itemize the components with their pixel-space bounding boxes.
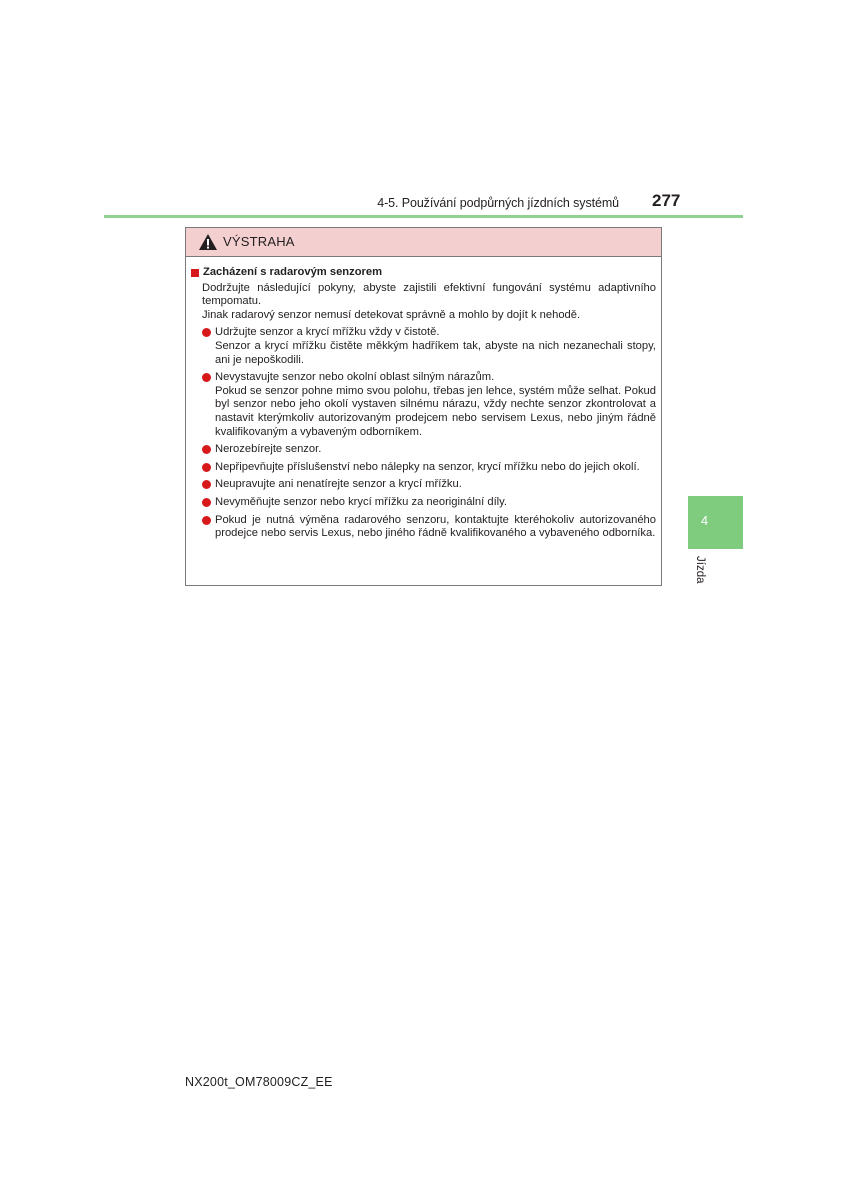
list-item	[190, 326, 656, 367]
page-number: 277	[652, 191, 681, 210]
bullet-main: Udržujte senzor a krycí mřížku vždy v čistotě.	[215, 326, 440, 339]
chapter-label-text: Jízda	[694, 556, 706, 584]
red-bullet-icon	[202, 480, 211, 489]
list-item	[190, 514, 656, 541]
red-square-icon	[191, 269, 199, 277]
warning-triangle-icon	[198, 233, 218, 251]
section-title: 4-5. Používání podpůrných jízdních systémů	[377, 196, 619, 210]
warning-body	[190, 266, 656, 545]
intro-paragraph-1: Dodržujte následující pokyny, abyste zajistili efektivní fungování systému adaptivního tempomatu.	[202, 281, 656, 308]
red-bullet-icon	[202, 328, 211, 337]
warning-bullet-list	[190, 326, 656, 540]
document-code: NX200t_OM78009CZ_EE	[185, 1075, 333, 1089]
bullet-main: Nerozebírejte senzor.	[215, 443, 322, 456]
list-item	[190, 496, 656, 510]
list-item	[190, 443, 656, 457]
intro-paragraph-2: Jinak radarový senzor nemusí detekovat správně a mohlo by dojít k nehodě.	[202, 308, 581, 321]
bullet-main: Pokud je nutná výměna radarového senzoru, kontaktujte kteréhokoliv autorizovaného prodejce nebo servis Lexus, nebo jiného řádně kvalifikovaného a vybaveného odborníka.	[215, 513, 656, 540]
page-header	[0, 188, 848, 218]
red-bullet-icon	[202, 463, 211, 472]
list-item	[190, 371, 656, 439]
red-bullet-icon	[202, 498, 211, 507]
red-bullet-icon	[202, 516, 211, 525]
chapter-tab	[688, 496, 743, 549]
bullet-detail: Pokud se senzor pohne mimo svou polohu, třebas jen lehce, systém může selhat. Pokud byl senzor nebo jeho okolí vystaven silnému nárazu, vždy nechte senzor zkontrolovat a nastavit kterýmkoliv autorizovaným prodejcem nebo servisem Lexus, nebo jiným řádně kvalifikovaným a vybaveným odborníkem.	[215, 384, 656, 438]
bullet-detail: Senzor a krycí mřížku čistěte měkkým hadříkem tak, abyste na nich nezanechali stopy, ani je nepoškodili.	[215, 339, 656, 366]
red-bullet-icon	[202, 445, 211, 454]
warning-title: VÝSTRAHA	[223, 234, 295, 249]
bullet-main: Nevyměňujte senzor nebo krycí mřížku za neoriginální díly.	[215, 495, 508, 508]
red-bullet-icon	[202, 373, 211, 382]
bullet-main: Nevystavujte senzor nebo okolní oblast silným nárazům.	[215, 371, 495, 384]
chapter-label	[692, 556, 722, 596]
warning-section-heading	[190, 266, 656, 280]
chapter-number: 4	[700, 513, 709, 528]
list-item	[190, 461, 656, 475]
warning-section-title: Zacházení s radarovým senzorem	[203, 266, 383, 278]
warning-box	[185, 227, 662, 586]
bullet-main: Neupravujte ani nenatírejte senzor a krycí mřížku.	[215, 478, 462, 491]
warning-intro	[190, 282, 656, 323]
warning-header	[186, 228, 661, 257]
bullet-main: Nepřipevňujte příslušenství nebo nálepky na senzor, krycí mřížku nebo do jejich okolí.	[215, 460, 640, 473]
list-item	[190, 478, 656, 492]
header-rule	[104, 215, 743, 218]
